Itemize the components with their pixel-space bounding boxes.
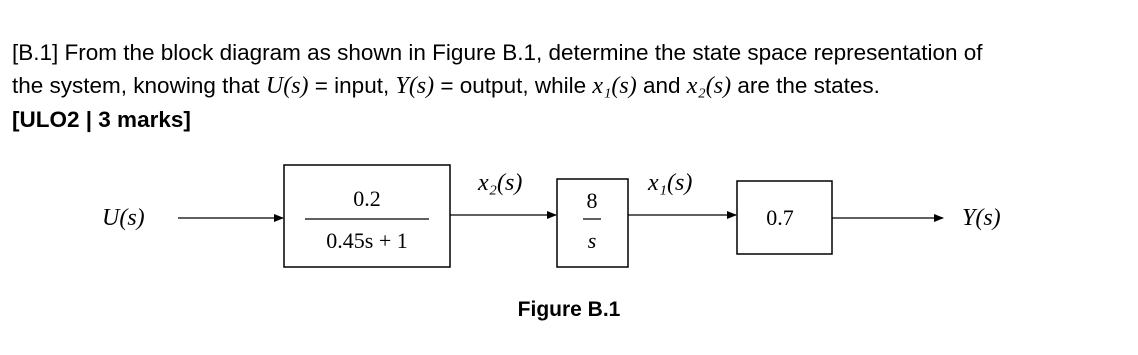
block-2-numerator: 8	[586, 188, 598, 213]
question-text-part: the system, knowing that	[12, 73, 266, 98]
question-text-part: = output, while	[434, 73, 593, 98]
x1-label: x₁(s)	[648, 170, 693, 196]
block-2-denominator: s	[587, 228, 597, 253]
input-symbol: U(s)	[265, 73, 309, 99]
question-text-part: are the states.	[731, 73, 880, 98]
question-text-part: = input,	[308, 73, 396, 98]
question-line-1: [B.1] From the block diagram as shown in Figure B.1, determine the state space representation of	[12, 40, 983, 65]
block-3-gain: 0.7	[766, 205, 794, 230]
question-text-part: and	[636, 73, 687, 98]
output-label: Y(s)	[962, 205, 1001, 231]
output-symbol: Y(s)	[395, 73, 435, 99]
x2-label: x₂(s)	[478, 170, 523, 196]
block-1-denominator: 0.45s + 1	[326, 228, 408, 253]
block-1-numerator: 0.2	[353, 186, 381, 211]
gain-block-3	[737, 181, 832, 254]
marks-label: [ULO2 | 3 marks]	[12, 107, 191, 132]
transfer-block-2	[557, 179, 628, 267]
transfer-block-1	[284, 165, 450, 267]
figure-caption: Figure B.1	[517, 298, 621, 321]
state-x2-symbol: x₂(s)	[686, 73, 732, 99]
input-label: U(s)	[102, 205, 145, 231]
state-x1-symbol: x₁(s)	[592, 73, 637, 99]
